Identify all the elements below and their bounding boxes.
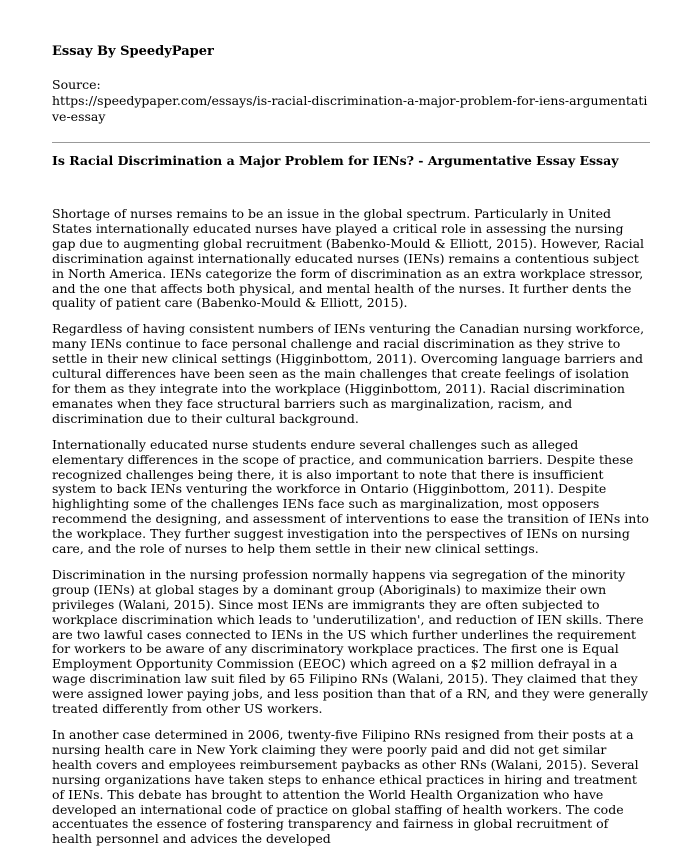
essay-paragraph-2: Regardless of having consistent numbers of IENs venturing the Canadian nursing workforce, many IENs continue to face personal challenge and racial discrimination as they strive to settle in their new clinical settings (Higginbottom, 2011). Overcoming language barriers and cultural differences have been seen as the main challenges that create feelings of isolation for them as they integrate into the workplace (Higginbottom, 2011). Racial discrimination emanates when they face structural barriers such as marginalization, racism, and discrimination due to their cultural background.	[52, 321, 645, 426]
essay-paragraph-5: In another case determined in 2006, twenty-five Filipino RNs resigned from their posts at a nursing health care in New York claiming they were poorly paid and did not get similar health covers and employees reimbursement paybacks as other RNs (Walani, 2015). Several nursing organizations have taken steps to enhance ethical practices in hiring and treatment of IENs. This debate has brought to attention the World Health Organization who have developed an international code of practice on global staffing of health workers. The code accentuates the essence of fostering transparency and fairness in global recruitment of health personnel and advices the developed	[52, 727, 639, 847]
source-label: Source:	[52, 77, 101, 92]
document-header-title: Essay By SpeedyPaper	[52, 44, 214, 59]
essay-paragraph-1: Shortage of nurses remains to be an issue in the global spectrum. Particularly in United States internationally educated nurses have played a critical role in assessing the nursing gap due to augmenting global recruitment (Babenko-Mould & Elliott, 2015). However, Racial discrimination against internationally educated nurses (IENs) remains a contentious subject in North America. IENs categorize the form of discrimination as an extra workplace stressor, and the one that affects both physical, and mental health of the nurses. It further dents the quality of patient care (Babenko-Mould & Elliott, 2015).	[52, 206, 645, 311]
essay-title: Is Racial Discrimination a Major Problem for IENs? - Argumentative Essay Essay	[52, 153, 619, 168]
source-url: https://speedypaper.com/essays/is-racial-discrimination-a-major-problem-for-iens-argumentative-essay	[52, 93, 648, 124]
header-divider	[52, 142, 650, 143]
essay-paragraph-4: Discrimination in the nursing profession normally happens via segregation of the minority group (IENs) at global stages by a dominant group (Aboriginals) to maximize their own privileges (Walani, 2015). Since most IENs are immigrants they are often subjected to workplace discrimination which leads to 'underutilization', and reduction of IEN skills. There are two lawful cases connected to IENs in the US which further underlines the requirement for workers to be aware of any discriminatory workplace practices. The first one is Equal Employment Opportunity Commission (EEOC) which agreed on a $2 million defrayal in a wage discrimination law suit filed by 65 Filipino RNs (Walani, 2015). They claimed that they were assigned lower paying jobs, and less position than that of a RN, and they were generally treated differently from other US workers.	[52, 566, 649, 717]
essay-body	[52, 207, 650, 847]
essay-paragraph-3: Internationally educated nurse students endure several challenges such as alleged elementary differences in the scope of practice, and communication barriers. Despite these recognized challenges being there, it is also important to note that there is insufficient system to back IENs venturing the workforce in Ontario (Higginbottom, 2011). Despite highlighting some of the challenges IENs face such as marginalization, most opposers recommend the designing, and assessment of interventions to ease the transition of IENs into the workplace. They further suggest investigation into the perspectives of IENs on nursing care, and the role of nurses to help them settle in their new clinical settings.	[52, 436, 649, 557]
